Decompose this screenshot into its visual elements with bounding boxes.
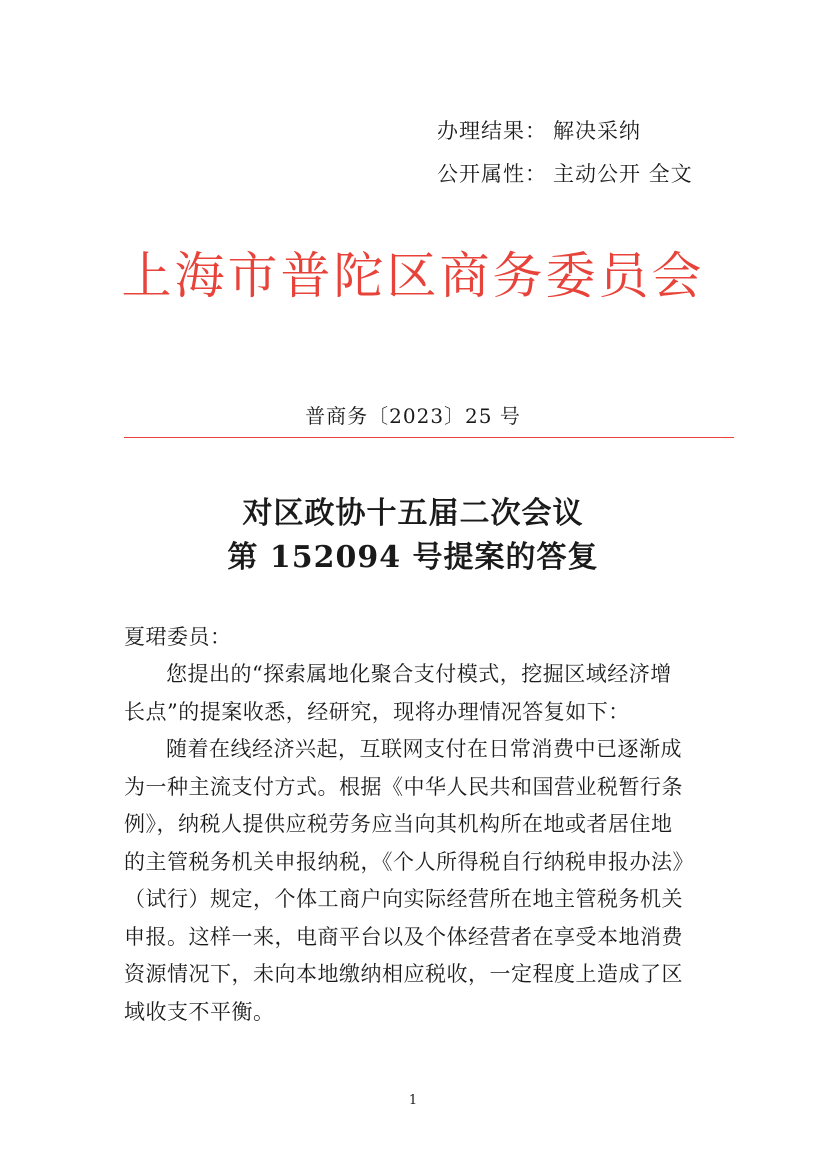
- paragraph-line: 为一种主流支付方式。根据《中华人民共和国营业税暂行条: [124, 774, 683, 799]
- document-number: 普商务〔2023〕25 号: [305, 404, 521, 428]
- letterhead-red-rule: [124, 437, 734, 438]
- paragraph-2: [124, 731, 714, 1031]
- paragraph-line: 长点”的提案收悉，经研究，现将办理情况答复如下：: [124, 699, 630, 724]
- disclosure-attribute: [437, 158, 693, 188]
- organization-letterhead: 上海市普陀区商务委员会: [121, 247, 705, 305]
- paragraph-line: 资源情况下，未向本地缴纳相应税收，一定程度上造成了区: [124, 962, 683, 986]
- salutation-text: 夏珺委员：: [124, 625, 232, 649]
- handling-result-label: 办理结果：: [437, 119, 547, 143]
- paragraph-line: 域收支不平衡。: [124, 999, 275, 1024]
- paragraph-line: 随着在线经济兴起，互联网支付在日常消费中已逐渐成: [166, 737, 682, 761]
- reply-title-line-1: 对区政协十五届二次会议: [242, 496, 584, 531]
- page-number: 1: [408, 1093, 418, 1108]
- paragraph-line: 您提出的“探索属地化聚合支付模式，挖掘区域经济增: [166, 662, 672, 686]
- paragraph-1: [124, 656, 714, 731]
- paragraph-line: 申报。这样一来，电商平台以及个体经营者在享受本地消费: [124, 924, 683, 949]
- disclosure-attribute-label: 公开属性：: [437, 162, 547, 186]
- handling-result-value: 解决采纳: [553, 119, 641, 143]
- reply-title-line-2: 第 152094 号提案的答复: [227, 540, 599, 575]
- paragraph-line: 例》，纳税人提供应税劳务应当向其机构所在地或者居住地: [124, 812, 673, 836]
- handling-result: [437, 115, 641, 145]
- paragraph-line: 的主管税务机关申报纳税，《个人所得税自行纳税申报办法》: [124, 849, 694, 874]
- salutation: [124, 619, 714, 657]
- disclosure-attribute-value: 主动公开 全文: [553, 162, 693, 186]
- paragraph-line: （试行）规定，个体工商户向实际经营所在地主管税务机关: [124, 887, 683, 911]
